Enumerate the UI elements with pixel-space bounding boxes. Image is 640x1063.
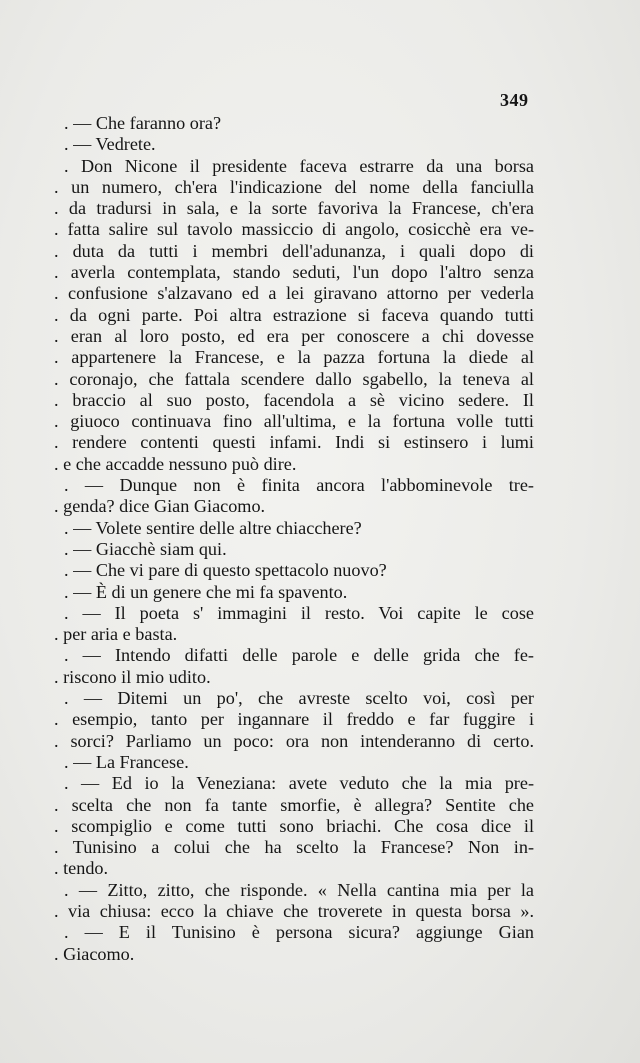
text-line: . genda? dice Gian Giacomo. bbox=[54, 496, 266, 517]
text-line: . Tunisino a colui che ha scelto la Francese? Non in- bbox=[54, 837, 534, 858]
text-line: . — E il Tunisino è persona sicura? aggiunge Gian bbox=[64, 922, 534, 943]
text-line: . scompiglio e come tutti sono briachi. Che cosa dice il bbox=[54, 815, 534, 836]
text-line: . — Dunque non è finita ancora l'abbominevole tre- bbox=[64, 475, 534, 496]
text-line: . — Il poeta s' immagini il resto. Voi capite le cose bbox=[64, 602, 534, 623]
text-line: . — È di un genere che mi fa spavento. bbox=[64, 581, 348, 602]
text-line: . riscono il mio udito. bbox=[54, 666, 211, 687]
text-line: . tendo. bbox=[54, 858, 109, 879]
text-line: . un numero, ch'era l'indicazione del nome della fanciulla bbox=[54, 176, 534, 197]
text-line: . averla contemplata, stando seduti, l'un dopo l'altro senza bbox=[54, 262, 534, 283]
text-line: . — Ed io la Veneziana: avete veduto che la mia pre- bbox=[64, 773, 534, 794]
text-line: . coronajo, che fattala scendere dallo sgabello, la teneva al bbox=[54, 368, 534, 389]
text-line: . appartenere la Francese, e la pazza fortuna la diede al bbox=[54, 347, 534, 368]
text-line: . — La Francese. bbox=[64, 751, 189, 772]
text-line: . — Che vi pare di questo spettacolo nuovo? bbox=[64, 560, 387, 581]
text-line: . via chiusa: ecco la chiave che troverete in questa borsa ». bbox=[54, 900, 534, 921]
text-line: . da ogni parte. Poi altra estrazione si faceva quando tutti bbox=[54, 304, 534, 325]
text-line: . — Che faranno ora? bbox=[64, 113, 222, 133]
text-line: . scelta che non fa tante smorfie, è allegra? Sentite che bbox=[54, 794, 534, 815]
text-line: . da tradursi in sala, e la sorte favoriva la Francese, ch'era bbox=[54, 198, 534, 219]
page-number: 349 bbox=[500, 90, 529, 110]
text-line: . eran al loro posto, ed era per conoscere a chi dovesse bbox=[54, 325, 534, 346]
text-line: . Giacomo. bbox=[54, 943, 135, 964]
text-line: . e che accadde nessuno può dire. bbox=[54, 453, 297, 474]
text-line: . esempio, tanto per ingannare il freddo e far fuggire i bbox=[54, 709, 534, 730]
text-line: . braccio al suo posto, facendola a sè vicino sedere. Il bbox=[54, 389, 534, 410]
body-text bbox=[54, 113, 534, 965]
text-line: . Don Nicone il presidente faceva estrarre da una borsa bbox=[64, 155, 534, 176]
text-line: . duta da tutti i membri dell'adunanza, i quali dopo di bbox=[54, 240, 534, 261]
text-line: . — Zitto, zitto, che risponde. « Nella cantina mia per la bbox=[64, 879, 534, 900]
text-line: . rendere contenti questi infami. Indi si estinsero i lumi bbox=[54, 432, 534, 453]
text-line: . fatta salire sul tavolo massiccio di angolo, cosicchè era ve- bbox=[54, 219, 534, 240]
text-line: . giuoco continuava fino all'ultima, e la fortuna volle tutti bbox=[54, 411, 534, 432]
text-line: . per aria e basta. bbox=[54, 624, 178, 645]
text-line: . — Vedrete. bbox=[64, 134, 156, 155]
text-line: . — Ditemi un po', che avreste scelto voi, così per bbox=[64, 688, 534, 709]
text-line: . confusione s'alzavano ed a lei giravano attorno per vederla bbox=[54, 283, 534, 304]
text-line: . — Volete sentire delle altre chiacchere? bbox=[64, 517, 362, 538]
text-line: . — Giacchè siam qui. bbox=[64, 538, 227, 559]
text-line: . sorci? Parliamo un poco: ora non intenderanno di certo. bbox=[54, 730, 534, 751]
text-line: . — Intendo difatti delle parole e delle grida che fe- bbox=[64, 645, 534, 666]
